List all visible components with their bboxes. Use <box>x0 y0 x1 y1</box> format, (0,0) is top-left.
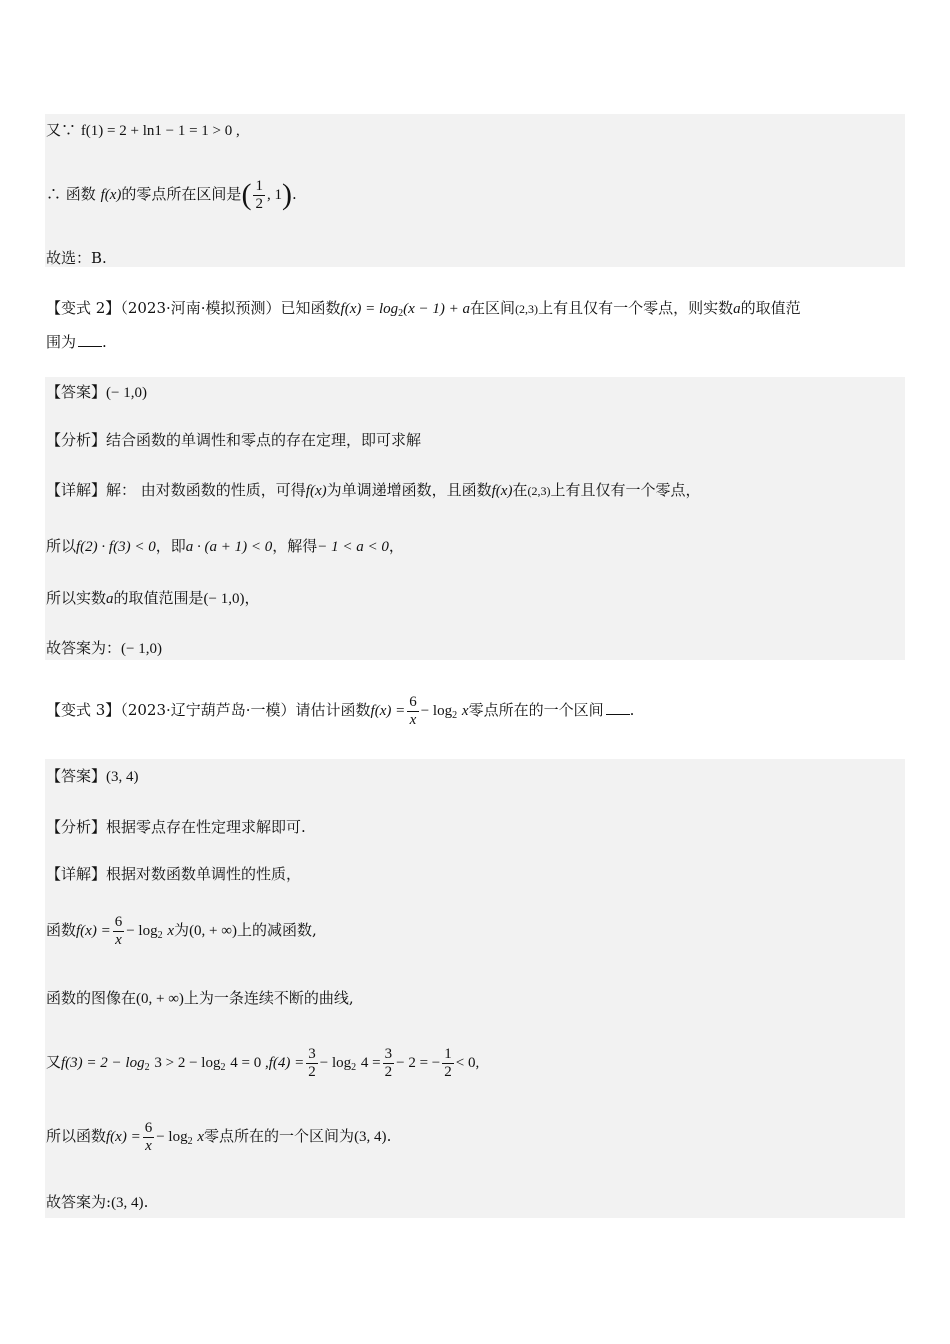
variant-3-label: 【变式 3】 <box>46 701 121 719</box>
analysis-3: 【分析】根据零点存在性定理求解即可. <box>46 818 306 836</box>
variant-2-label: 【变式 2】 <box>46 299 121 317</box>
line-f1: 又∵ f(1) = 2 + ln1 − 1 = 1 > 0 , <box>46 121 240 139</box>
detail-3-line1: 函数f(x) = $\frac{6}{x}$ − $\log_2 x$为(0, + ∞)上的减函数, <box>46 913 317 948</box>
answer-blank <box>78 345 102 347</box>
answer-2: 【答案】(− 1,0) <box>46 383 147 401</box>
fraction-half: $\frac{1}{2}$ <box>255 177 263 212</box>
detail-3-line3: 又$f(3) = 2 - \log_2 3 > 2 - \log_2 4 = 0$ ,f(4) = $\frac{3}{2}$ − $\log_2 4$ = $\frac{3}{2}$ − 2 = − $\frac{1}{2}$ < 0, <box>46 1045 480 1080</box>
detail-2-line3: 所以实数a的取值范围是(− 1,0)， <box>46 589 260 607</box>
detail-3-line4: 所以函数f(x) = $\frac{6}{x}$ − $\log_2 x$零点所在的一个区间为(3, 4). <box>46 1119 392 1154</box>
detail-3-line2: 函数的图像在(0, + ∞)上为一条连续不断的曲线, <box>46 989 354 1007</box>
answer-blank-3 <box>606 713 630 715</box>
final-answer-3: 故答案为:(3, 4). <box>46 1193 149 1211</box>
math-f1: f(1) = 2 + ln1 − 1 = 1 > 0 , <box>80 123 240 139</box>
solution-block-2 <box>45 377 905 660</box>
analysis-2: 【分析】结合函数的单调性和零点的存在定理，即可求解 <box>46 431 422 449</box>
detail-2-line2: 所以f(2) · f(3) < 0，即a · (a + 1) < 0，解得− 1 < a < 0， <box>46 537 404 555</box>
line-choice: 故选：B. <box>46 249 107 267</box>
final-answer-2: 故答案为：(− 1,0) <box>46 639 162 657</box>
answer-3: 【答案】(3, 4) <box>46 767 139 785</box>
variant-3-question: 【变式 3】（2023·辽宁葫芦岛·一模）请估计函数f(x) = $\frac{6}{x}$ − $\log_2 x$零点所在的一个区间 . <box>46 693 635 728</box>
line-zero-interval: ∴ 函数 f(x)的零点所在区间是( $\frac{1}{2}$ , 1). <box>46 177 297 212</box>
variant-2-question-line2: 围为 . <box>46 333 107 351</box>
detail-2: 【详解】解： 由对数函数的性质，可得f(x)为单调递增函数，且函数f(x)在(2,3)上有且仅有一个零点， <box>46 481 701 499</box>
variant-2-question: 【变式 2】（2023·河南·模拟预测）已知函数$f(x) = \log_2(x - 1) + a$在区间(2,3)上有且仅有一个零点，则实数a的取值范 <box>46 299 801 319</box>
detail-3: 【详解】根据对数函数单调性的性质， <box>46 865 302 883</box>
